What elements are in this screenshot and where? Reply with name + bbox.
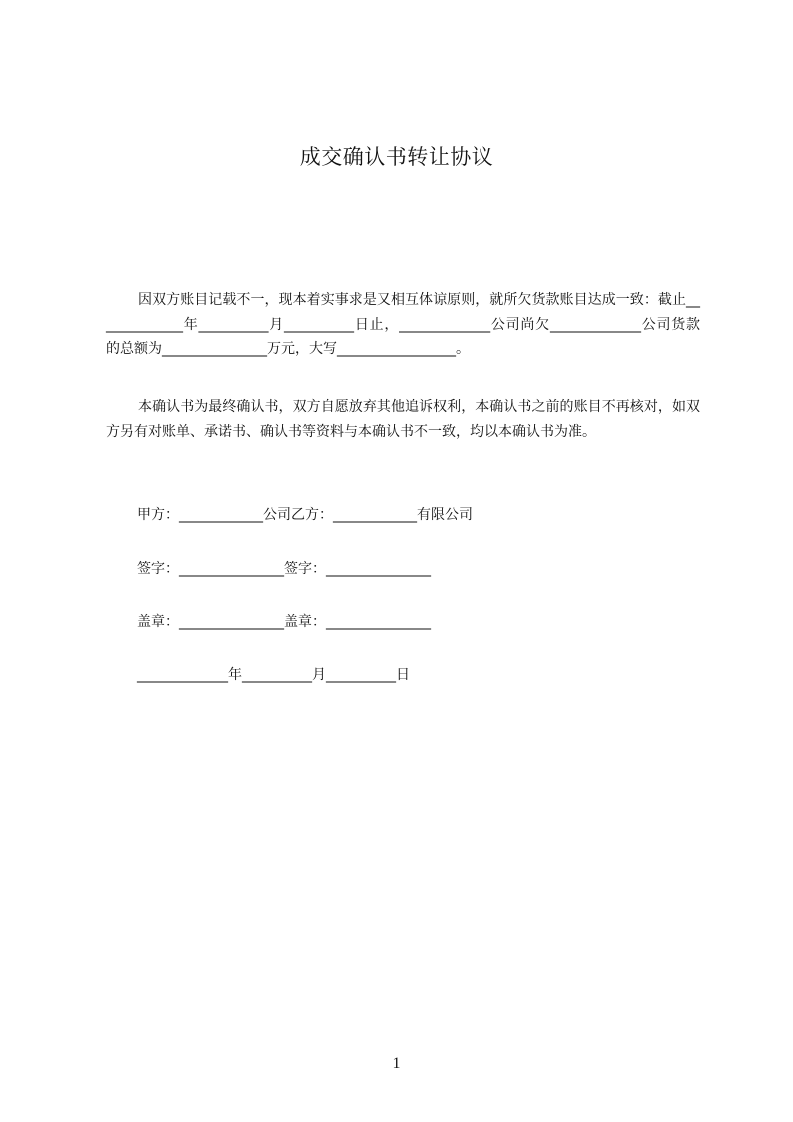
- signature-line: 签字：_______________签字：_______________: [137, 561, 431, 577]
- document-title: 成交确认书转让协议: [299, 145, 494, 169]
- paragraph-final-confirmation: [106, 395, 700, 444]
- paragraph-debt-confirmation: [106, 288, 700, 362]
- paragraph-text: 本确认书为最终确认书，双方自愿放弃其他追诉权利，本确认书之前的账目不再核对，如双方另有对账单、承诺书、确认书等资料与本确认书不一致，均以本确认书为准。: [106, 399, 700, 440]
- date-line: _____________年__________月__________日: [137, 667, 410, 683]
- paragraph-text: 因双方账目记载不一，现本着实事求是又相互体谅原则，就所欠货款账目达成一致：截止_____________年__________月__________日止，_____________公司尚欠_____________公司货款的总额为_______________万元，大写_________________。: [106, 292, 700, 357]
- party-line: 甲方：____________公司乙方：____________有限公司: [137, 507, 473, 523]
- seal-line: 盖章：_______________盖章：_______________: [137, 614, 431, 630]
- page-number: 1: [392, 1055, 401, 1072]
